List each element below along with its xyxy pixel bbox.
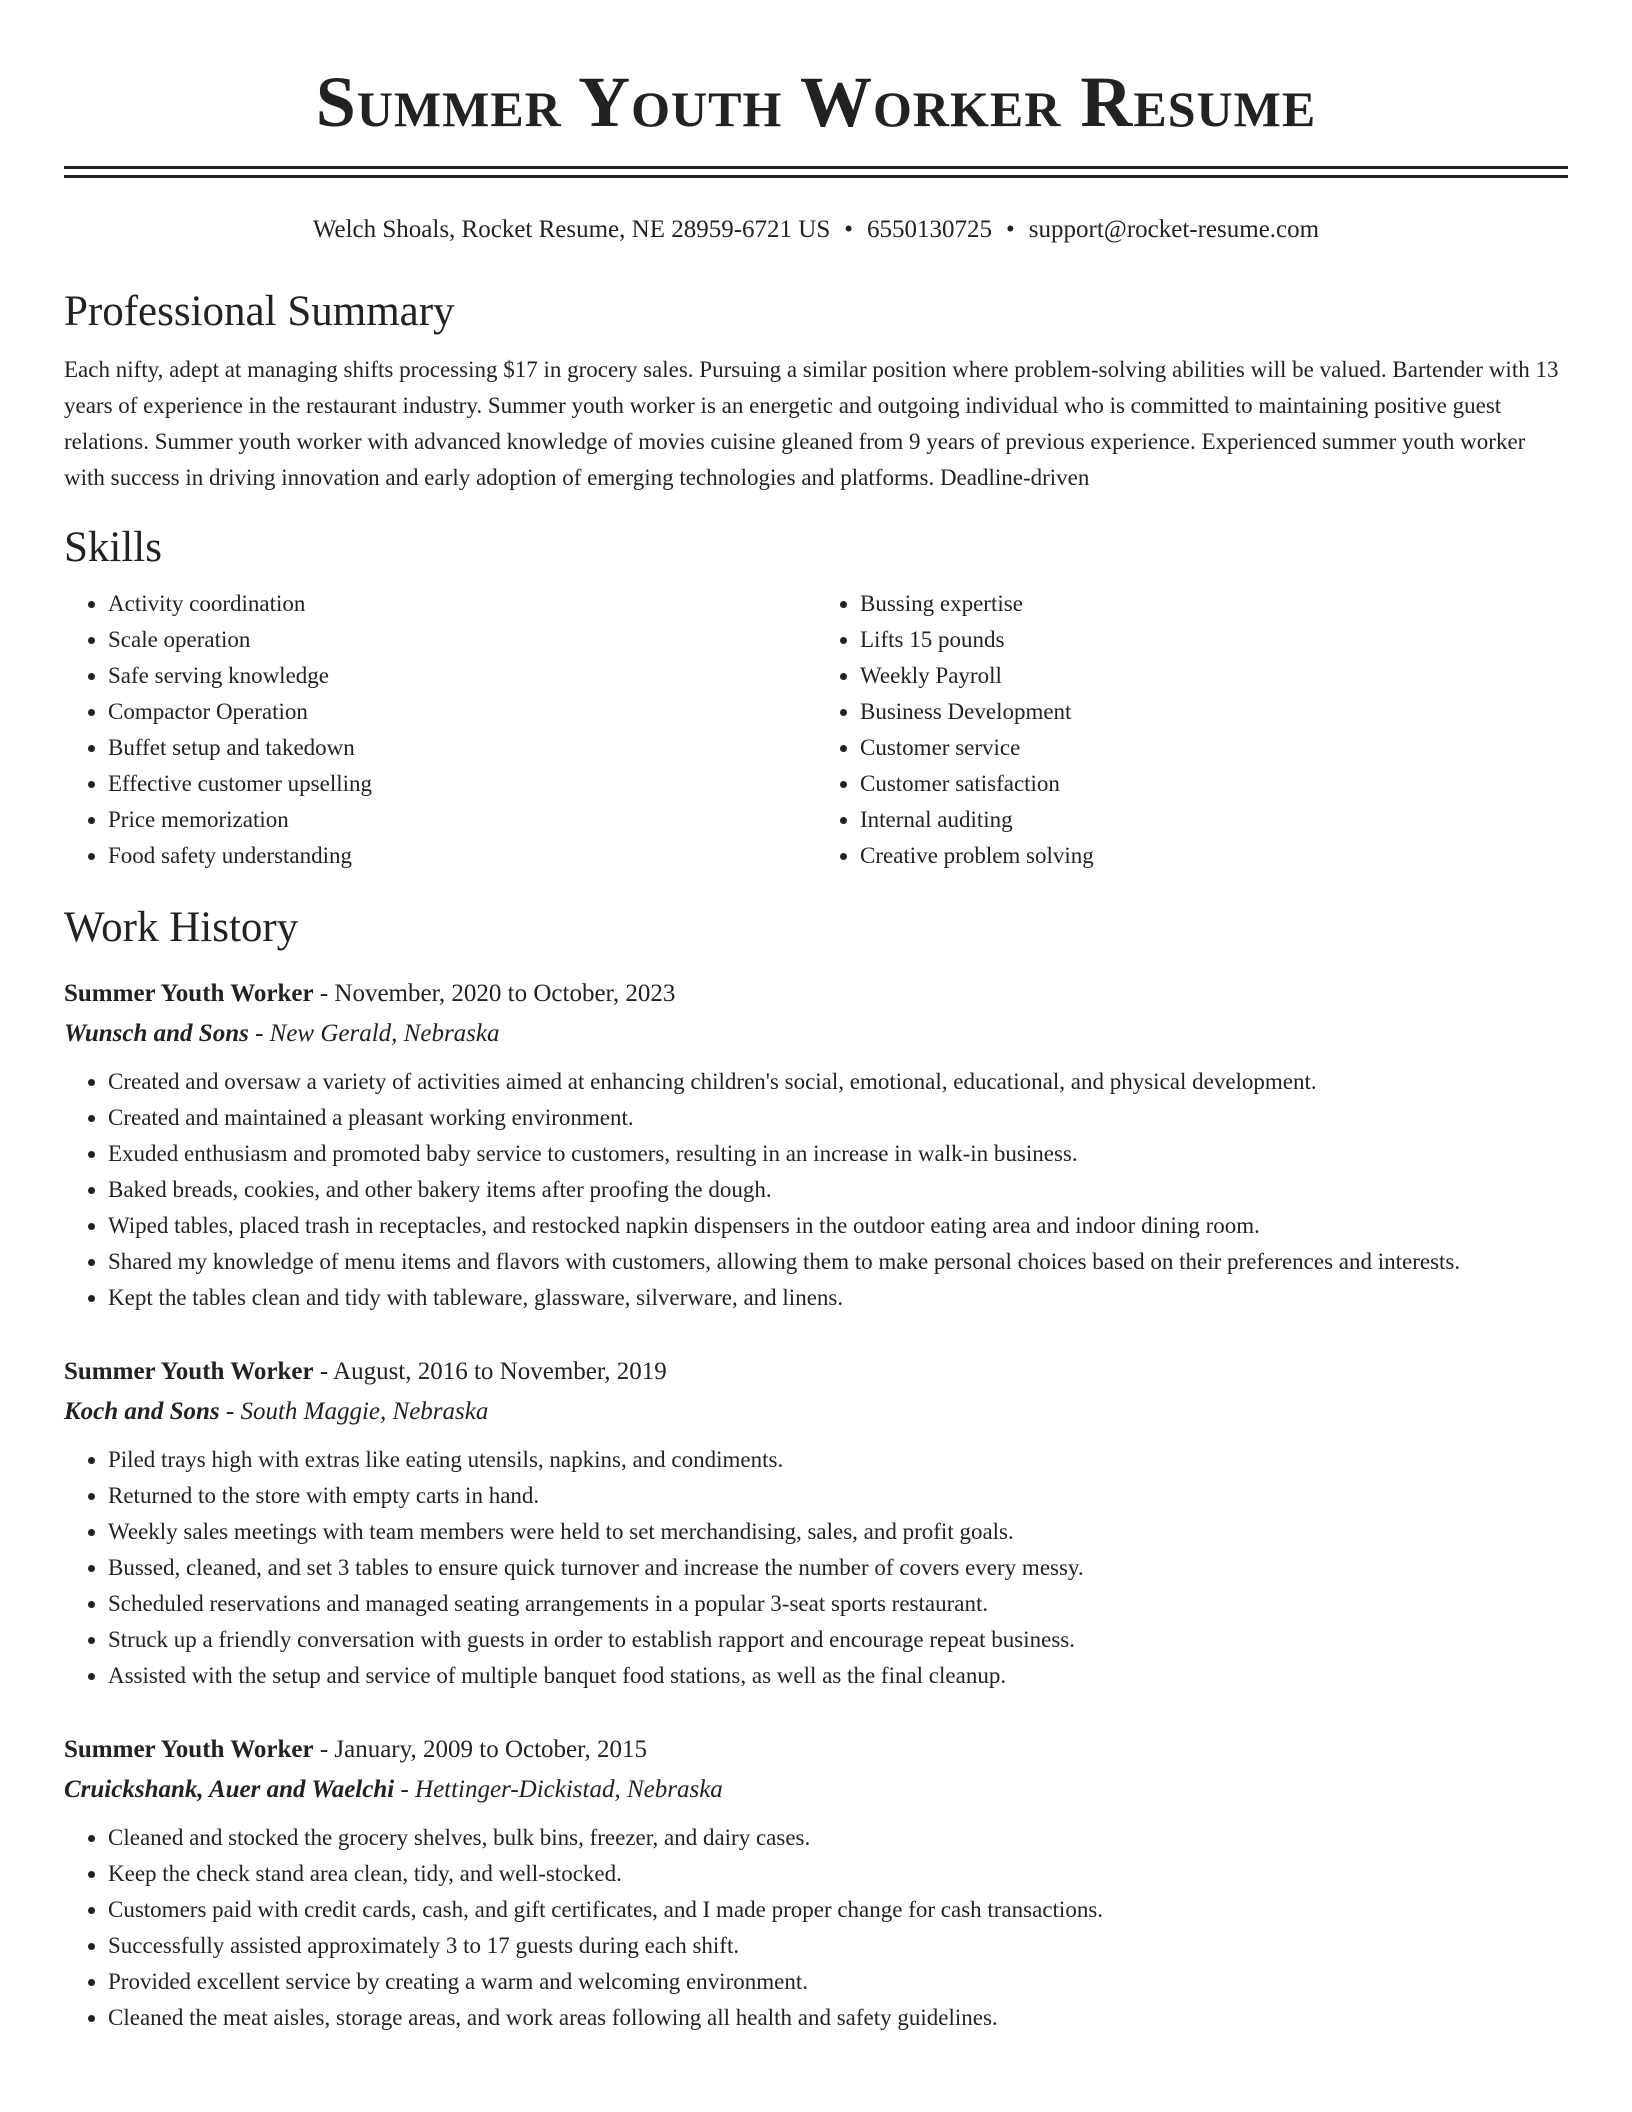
work-history-heading: Work History xyxy=(64,904,299,951)
duty-item: • Wiped tables, placed trash in receptacles, and restocked napkin dispensers in the outdoor eating area and indoor dining room. xyxy=(108,1208,1568,1244)
skill-item: • Internal auditing xyxy=(860,802,1568,838)
skill-item: • Customer service xyxy=(860,730,1568,766)
company-line xyxy=(64,1392,1568,1432)
duty-item: • Kept the tables clean and tidy with tableware, glassware, silverware, and linens. xyxy=(108,1280,1568,1316)
skill-item: • Effective customer upselling xyxy=(108,766,816,802)
skill-item: • Price memorization xyxy=(108,802,816,838)
title-double-rule xyxy=(64,166,1568,178)
job-title-line xyxy=(64,1352,1568,1392)
contact-separator: • xyxy=(844,216,854,243)
skill-item: • Activity coordination xyxy=(108,586,816,622)
company-line xyxy=(64,1770,1568,1810)
company-location: - New Gerald, Nebraska xyxy=(248,1020,500,1047)
job-title: Summer Youth Worker xyxy=(64,1358,314,1385)
duty-item: • Keep the check stand area clean, tidy, and well-stocked. xyxy=(108,1856,1568,1892)
skill-item: • Business Development xyxy=(860,694,1568,730)
skill-item: • Buffet setup and takedown xyxy=(108,730,816,766)
job-title: Summer Youth Worker xyxy=(64,1736,314,1763)
duty-item: • Baked breads, cookies, and other bakery items after proofing the dough. xyxy=(108,1172,1568,1208)
duty-item: • Shared my knowledge of menu items and flavors with customers, allowing them to make personal choices based on their preferences and interests. xyxy=(108,1244,1568,1280)
job-title-line xyxy=(64,1730,1568,1770)
duty-item: • Assisted with the setup and service of multiple banquet food stations, as well as the final cleanup. xyxy=(108,1658,1568,1694)
skills-list-right xyxy=(816,586,1568,874)
duty-item: • Weekly sales meetings with team members were held to set merchandising, sales, and profit goals. xyxy=(108,1514,1568,1550)
duty-item: • Cleaned and stocked the grocery shelves, bulk bins, freezer, and dairy cases. xyxy=(108,1820,1568,1856)
duty-item: • Provided excellent service by creating a warm and welcoming environment. xyxy=(108,1964,1568,2000)
duty-item: • Scheduled reservations and managed seating arrangements in a popular 3-seat sports restaurant. xyxy=(108,1586,1568,1622)
skills-columns xyxy=(64,586,1568,874)
job-entry xyxy=(64,1730,1568,2036)
company-name: Cruickshank, Auer and Waelchi xyxy=(64,1776,395,1803)
contact-address: Welch Shoals, Rocket Resume, NE 28959-6721 US xyxy=(312,216,831,243)
duties-list xyxy=(64,1064,1568,1316)
job-title: Summer Youth Worker xyxy=(64,980,314,1007)
duty-item: • Customers paid with credit cards, cash, and gift certificates, and I made proper change for cash transactions. xyxy=(108,1892,1568,1928)
skill-item: • Weekly Payroll xyxy=(860,658,1568,694)
company-location: - South Maggie, Nebraska xyxy=(219,1398,489,1425)
job-title-line xyxy=(64,974,1568,1014)
skill-item: • Bussing expertise xyxy=(860,586,1568,622)
duties-list xyxy=(64,1442,1568,1694)
skill-item: • Customer satisfaction xyxy=(860,766,1568,802)
job-dates: - August, 2016 to November, 2019 xyxy=(313,1358,667,1385)
summary-text: Each nifty, adept at managing shifts processing $17 in grocery sales. Pursuing a similar position where problem-solving abilities will be valued. Bartender with 13 years of experience in the restaurant industry. Summer youth worker is an energetic and outgoing individual who is committed to maintaining positive guest relations. Summer youth worker with advanced knowledge of movies cuisine gleaned from 9 years of previous experience. Experienced summer youth worker with success in driving innovation and early adoption of emerging technologies and platforms. Deadline-driven xyxy=(64,357,1559,490)
skill-item: • Compactor Operation xyxy=(108,694,816,730)
contact-line xyxy=(64,214,1568,246)
duty-item: • Successfully assisted approximately 3 to 17 guests during each shift. xyxy=(108,1928,1568,1964)
duty-item: • Created and maintained a pleasant working environment. xyxy=(108,1100,1568,1136)
summary-heading: Professional Summary xyxy=(64,288,455,335)
resume-title: Summer Youth Worker Resume xyxy=(315,62,1317,142)
duty-item: • Cleaned the meat aisles, storage areas, and work areas following all health and safety guidelines. xyxy=(108,2000,1568,2036)
skill-item: • Food safety understanding xyxy=(108,838,816,874)
skill-item: • Scale operation xyxy=(108,622,816,658)
duty-item: • Piled trays high with extras like eating utensils, napkins, and condiments. xyxy=(108,1442,1568,1478)
skills-list-left xyxy=(64,586,816,874)
skills-heading: Skills xyxy=(64,524,162,571)
job-entry xyxy=(64,1352,1568,1694)
duty-item: • Returned to the store with empty carts in hand. xyxy=(108,1478,1568,1514)
company-line xyxy=(64,1014,1568,1054)
duty-item: • Struck up a friendly conversation with guests in order to establish rapport and encourage repeat business. xyxy=(108,1622,1568,1658)
skill-item: • Safe serving knowledge xyxy=(108,658,816,694)
company-name: Koch and Sons xyxy=(64,1398,220,1425)
skill-item: • Creative problem solving xyxy=(860,838,1568,874)
duty-item: • Created and oversaw a variety of activities aimed at enhancing children's social, emotional, educational, and physical development. xyxy=(108,1064,1568,1100)
job-dates: - January, 2009 to October, 2015 xyxy=(313,1736,647,1763)
contact-separator: • xyxy=(1006,216,1015,243)
contact-email: support@rocket-resume.com xyxy=(1028,216,1320,243)
duty-item: • Exuded enthusiasm and promoted baby service to customers, resulting in an increase in walk-in business. xyxy=(108,1136,1568,1172)
skill-item: • Lifts 15 pounds xyxy=(860,622,1568,658)
company-location: - Hettinger-Dickistad, Nebraska xyxy=(394,1776,723,1803)
duty-item: • Bussed, cleaned, and set 3 tables to ensure quick turnover and increase the number of covers every messy. xyxy=(108,1550,1568,1586)
job-dates: - November, 2020 to October, 2023 xyxy=(313,980,676,1007)
company-name: Wunsch and Sons xyxy=(64,1020,249,1047)
job-entry xyxy=(64,974,1568,1316)
duties-list xyxy=(64,1820,1568,2036)
contact-phone: 6550130725 xyxy=(867,216,993,243)
